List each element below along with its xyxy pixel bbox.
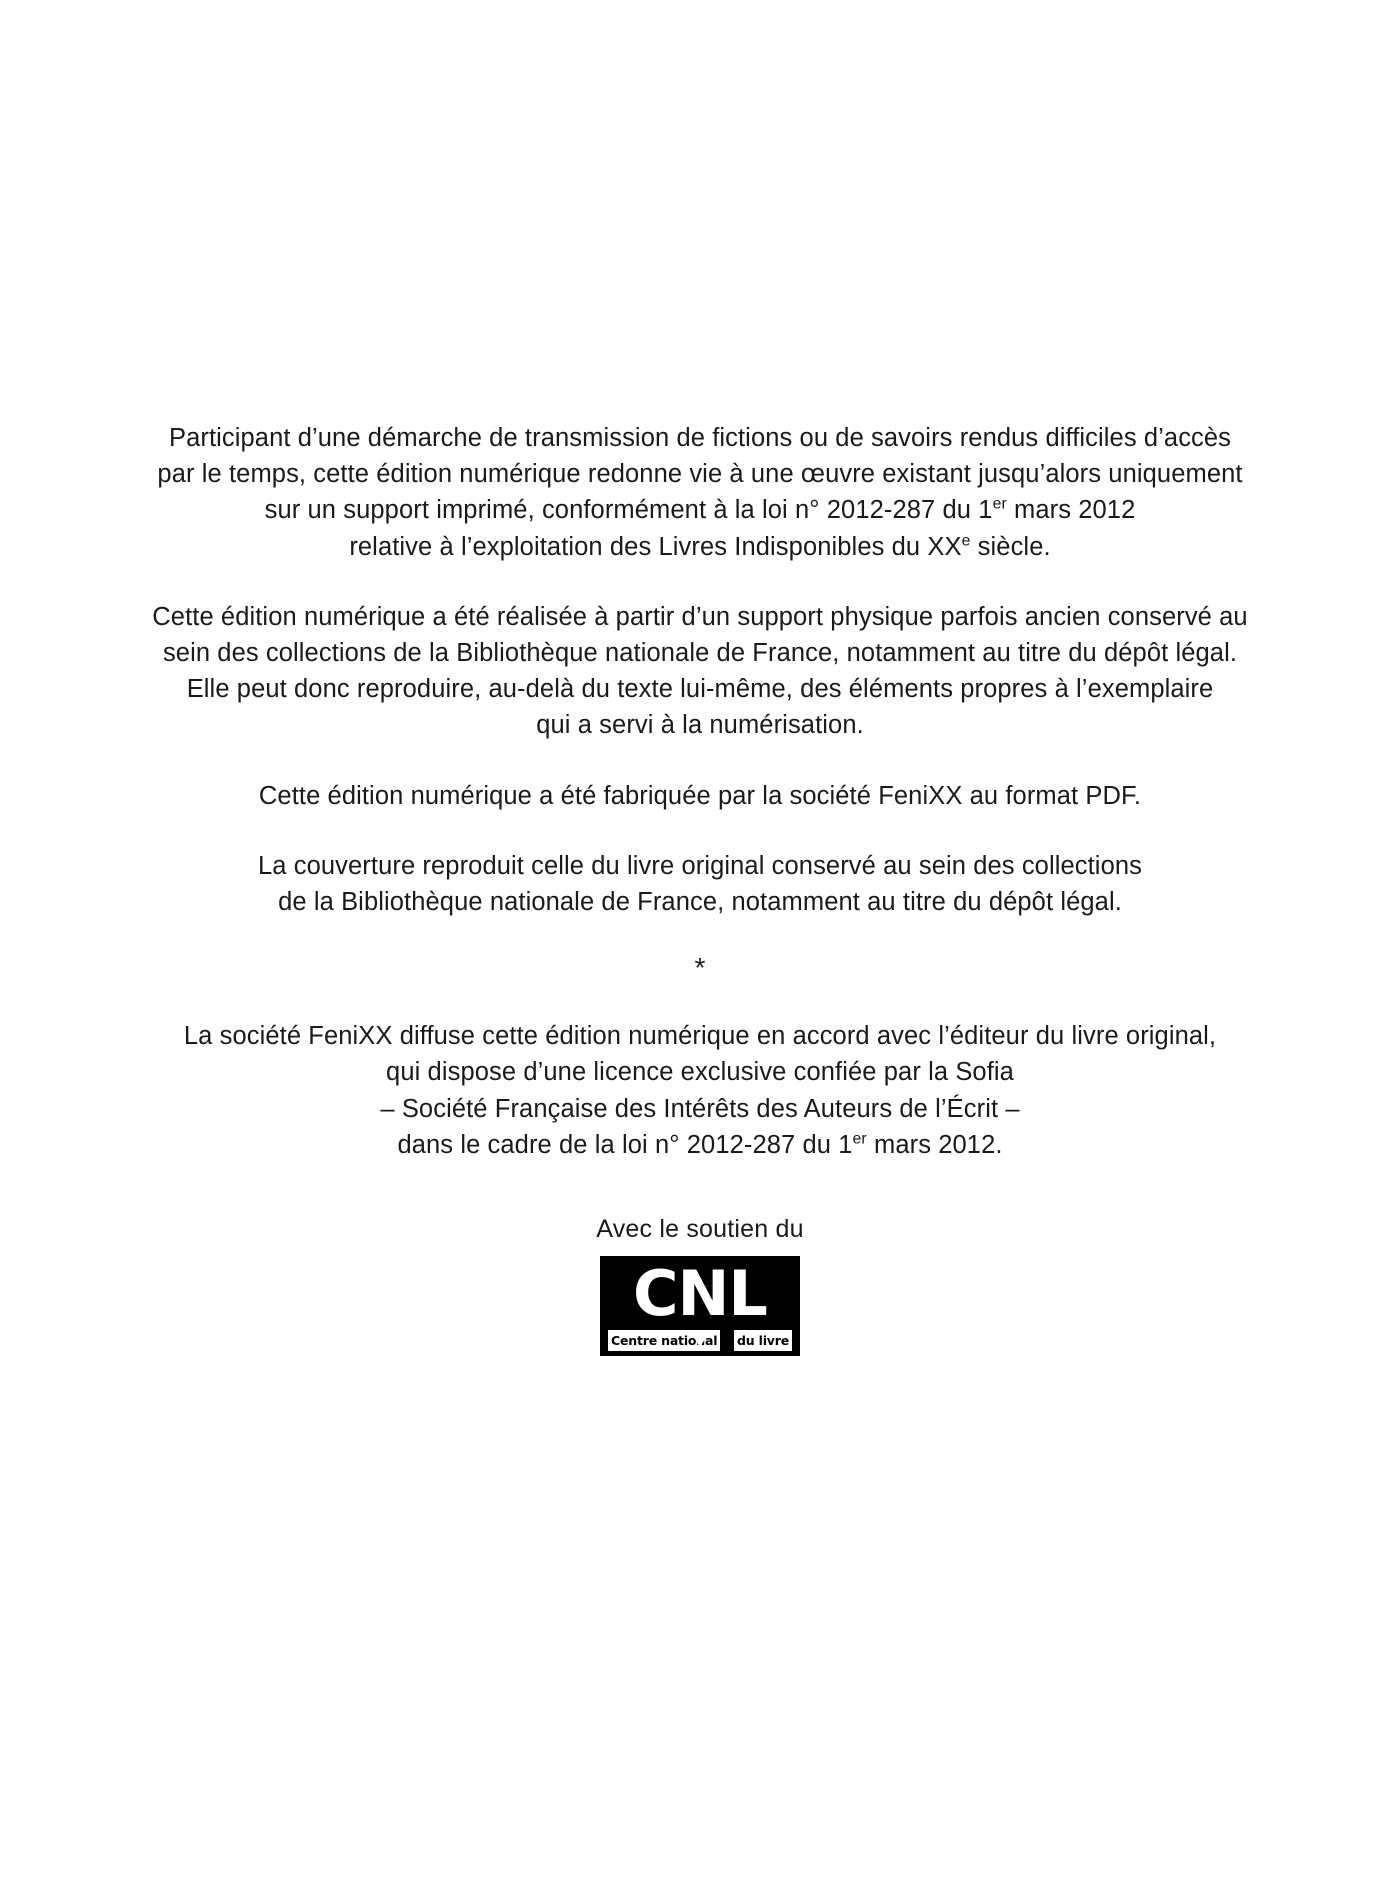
support-section — [135, 1215, 1265, 1356]
line-text-post: mars 2012. — [866, 1130, 1003, 1159]
paragraph-fabrication — [135, 778, 1265, 814]
paragraph-line: La couverture reproduit celle du livre original conservé au sein des collections — [258, 851, 1142, 880]
paragraph-line: Participant d’une démarche de transmission de fictions ou de savoirs rendus difficiles d’accès — [168, 424, 1232, 452]
paragraph-line: – Société Française des Intérêts des Auteurs de l’Écrit – — [380, 1094, 1020, 1123]
paragraph-line — [135, 492, 1265, 528]
cnl-logo-letters: CNL — [633, 1257, 767, 1331]
cnl-logo-left-text: Centre national — [608, 1330, 720, 1351]
cnl-logo — [600, 1256, 800, 1356]
paragraph-line: de la Bibliothèque nationale de France, notamment au titre du dépôt légal. — [278, 888, 1122, 917]
support-label: Avec le soutien du — [596, 1215, 804, 1244]
cnl-logo-baseline — [600, 1330, 800, 1351]
paragraph-transmission — [135, 420, 1265, 565]
paragraph-line: par le temps, cette édition numérique redonne vie à une œuvre existant jusqu’alors uniquement — [157, 460, 1243, 489]
paragraph-diffusion — [135, 1018, 1265, 1163]
line-text-post: siècle. — [970, 532, 1051, 561]
paragraph-support-physique — [135, 599, 1265, 744]
separator-asterisk: * — [694, 952, 706, 984]
paragraph-couverture — [135, 848, 1265, 920]
paragraph-line: Cette édition numérique a été fabriquée par la société FeniXX au format PDF. — [258, 781, 1142, 810]
legal-notice-block — [135, 420, 1265, 1356]
ordinal-suffix: er — [992, 495, 1007, 513]
ordinal-suffix: e — [961, 532, 971, 550]
cnl-logo-right-text: du livre — [734, 1330, 792, 1351]
paragraph-line: qui dispose d’une licence exclusive confiée par la Sofia — [386, 1058, 1014, 1087]
line-text-post: mars 2012 — [1006, 496, 1136, 525]
paragraph-line — [135, 529, 1265, 565]
paragraph-line: Cette édition numérique a été réalisée à partir d’un support physique parfois ancien conservé au — [152, 602, 1248, 631]
line-text-pre: relative à l’exploitation des Livres Indisponibles du XX — [349, 532, 962, 561]
paragraph-line: Elle peut donc reproduire, au-delà du texte lui-même, des éléments propres à l’exemplaire — [186, 675, 1214, 704]
paragraph-line — [135, 1127, 1265, 1163]
paragraph-line: La société FeniXX diffuse cette édition numérique en accord avec l’éditeur du livre original, — [183, 1022, 1217, 1051]
line-text-pre: dans le cadre de la loi n° 2012-287 du 1 — [397, 1130, 853, 1159]
paragraph-line: qui a servi à la numérisation. — [536, 711, 864, 740]
paragraph-line: sein des collections de la Bibliothèque nationale de France, notamment au titre du dépôt légal. — [162, 639, 1238, 668]
line-text-pre: sur un support imprimé, conformément à la loi n° 2012-287 du 1 — [264, 496, 993, 525]
triangle-icon — [689, 1330, 711, 1347]
ordinal-suffix: er — [852, 1130, 867, 1148]
